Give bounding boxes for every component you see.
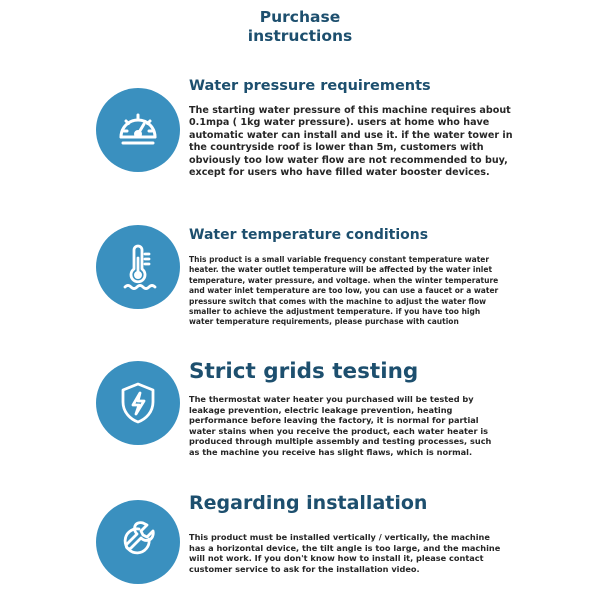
section-body: This product must be installed vertically / vertically, the machine has a horizontal device, the tilt angle is too large, and the machine will not work. If you don't know how to install it, please contact customer service to ask for the installation video. [189,532,501,574]
thermometer-icon [96,225,180,309]
section-heading: Strict grids testing [189,359,419,384]
section-body: This product is a small variable frequency constant temperature water heater. the water outlet temperature will be affected by the water inlet temperature, water pressure, and voltage. when the winter temperature and water inlet temperature are too low, you can use a faucet or a water pressure switch that comes with the machine to adjust the water flow smaller to achieve the adjustment temperature. if you have too high water temperature requirements, please purchase with caution [189,255,499,327]
section-heading: Water pressure requirements [189,78,431,94]
page-title [0,8,600,46]
section-body: The starting water pressure of this machine requires about 0.1mpa ( 1kg water pressure). users at home who have automatic water can install and use it. if the water tower in the countryside roof is lower than 5m, customers with obviously too low water flow are not recommended to buy, except for users who have filled water booster devices. [189,105,513,179]
section-body: The thermostat water heater you purchased will be tested by leakage prevention, electric leakage prevention, heating performance before leaving the factory, it is normal for partial water stains when you receive the product, each water heater is produced through multiple assembly and testing processes, such as the machine you receive has slight flaws, which is normal. [189,394,492,457]
shield-lightning-icon [96,361,180,445]
section-heading: Regarding installation [189,492,428,514]
wrench-icon [96,500,180,584]
section-heading: Water temperature conditions [189,227,429,243]
page-title-line-2: instructions [247,27,353,45]
page-title-line-1: Purchase [259,8,341,26]
gauge-icon [96,88,180,172]
